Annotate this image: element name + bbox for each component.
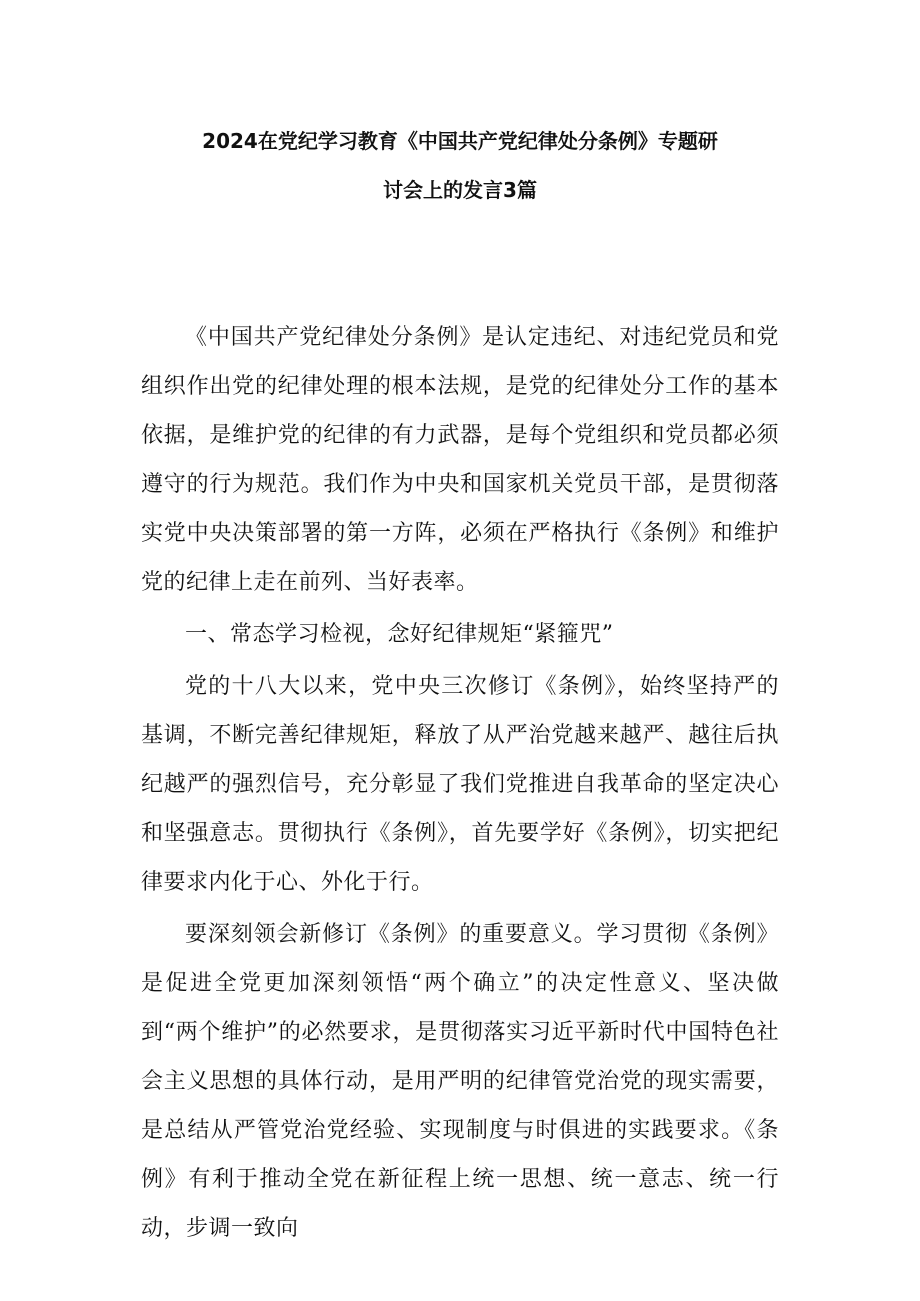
intro-paragraph: 《中国共产党纪律处分条例》是认定违纪、对违纪党员和党组织作出党的纪律处理的根本法规，是党的纪律处分工作的基本依据，是维护党的纪律的有力武器，是每个党组织和党员都必须遵守的行为规范。我们作为中央和国家机关党员干部，是贯彻落实党中央决策部署的第一方阵，必须在严格执行《条例》和维护党的纪律上走在前列、当好表率。: [141, 325, 779, 595]
body-paragraph-2: 要深刻领会新修订《条例》的重要意义。学习贯彻《条例》是促进全党更加深刻领悟“两个确立”的决定性意义、坚决做到“两个维护”的必然要求，是贯彻落实习近平新时代中国特色社会主义思想的具体行动，是用严明的纪律管党治党的现实需要，是总结从严管党治党经验、实现制度与时俱进的实践要求。《条例》有利于推动全党在新征程上统一思想、统一意志、统一行动，步调一致向: [141, 922, 779, 1241]
body-paragraph-1: 党的十八大以来，党中央三次修订《条例》，始终坚持严的基调，不断完善纪律规矩，释放了从严治党越来越严、越往后执纪越严的强烈信号，充分彰显了我们党推进自我革命的坚定决心和坚强意志。贯彻执行《条例》，首先要学好《条例》，切实把纪律要求内化于心、外化于行。: [141, 674, 779, 895]
document-title-line-2: 讨会上的发言3篇: [383, 178, 537, 202]
document-body: [141, 313, 779, 1253]
document-title-line-1: 2024在党纪学习教育《中国共产党纪律处分条例》专题研: [202, 129, 718, 153]
section-heading-1: 一、常态学习检视，念好纪律规矩“紧箍咒”: [185, 622, 614, 647]
